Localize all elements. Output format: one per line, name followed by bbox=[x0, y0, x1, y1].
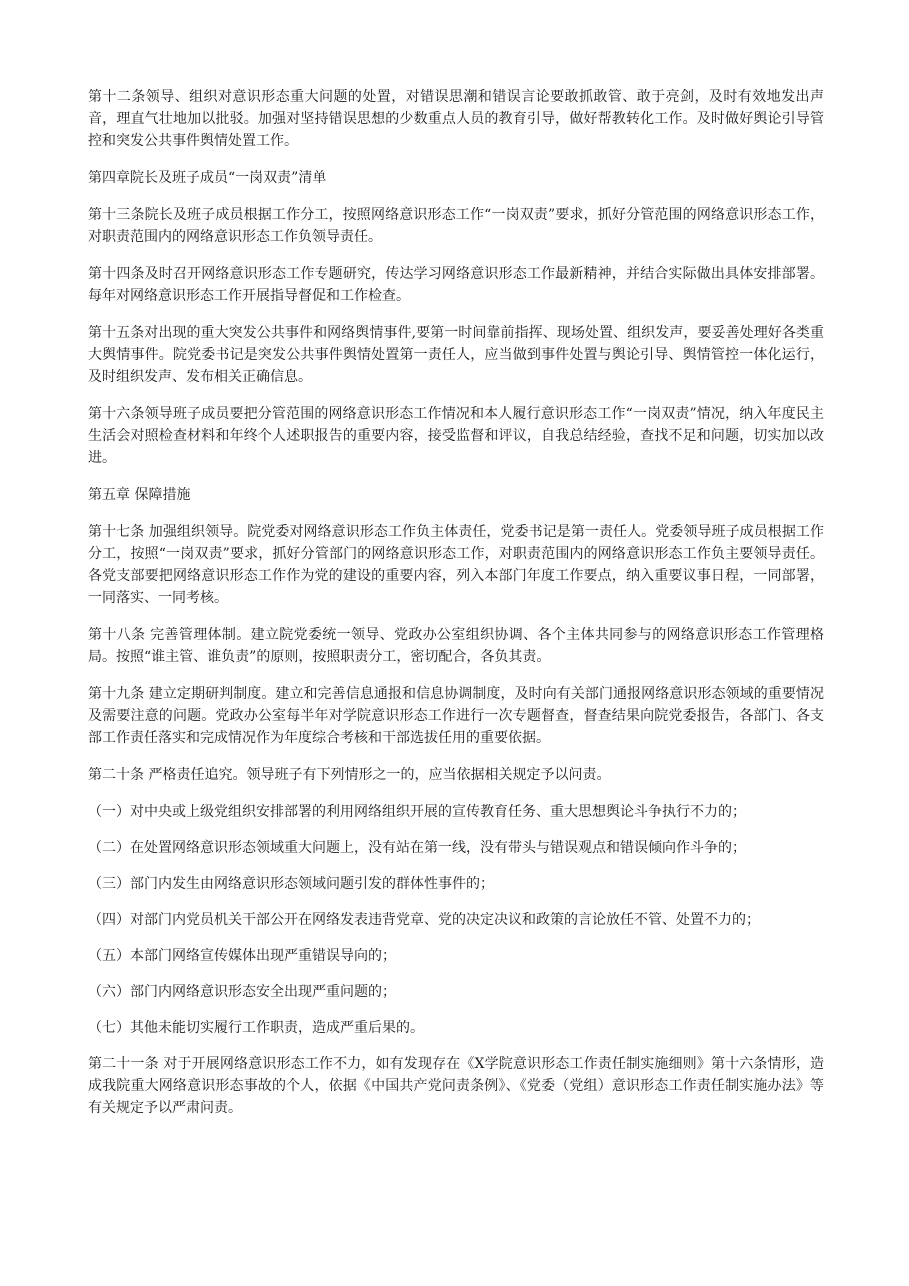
article-14: 第十四条及时召开网络意识形态工作专题研究，传达学习网络意识形态工作最新精神，并结合实际做出具体安排部署。每年对网络意识形态工作开展指导督促和工作检查。 bbox=[88, 266, 824, 304]
chapter-4-heading: 第四章院长及班子成员“一岗双责”清单 bbox=[88, 170, 327, 186]
article-13: 第十三条院长及班子成员根据工作分工，按照网络意识形态工作“一岗双责”要求，抓好分管范围的网络意识形态工作，对职责范围内的网络意识形态工作负领导责任。 bbox=[88, 207, 824, 245]
article-16: 第十六条领导班子成员要把分管范围的网络意识形态工作情况和本人履行意识形态工作“一岗双责”情况，纳入年度民主生活会对照检查材料和年终个人述职报告的重要内容，接受监督和评议，自我总结经验，查找不足和问题，切实加以改进。 bbox=[88, 406, 824, 466]
list-item: （四）对部门内党员机关干部公开在网络发表违背党章、党的决定决议和政策的言论放任不管、处置不力的； bbox=[88, 912, 760, 928]
article-19: 第十九条 建立定期研判制度。建立和完善信息通报和信息协调制度，及时向有关部门通报网络意识形态领域的重要情况及需要注意的问题。党政办公室每半年对学院意识形态工作进行一次专题督查，督查结果向院党委报告，各部门、各支部工作责任落实和完成情况作为年度综合考核和干部选拔任用的重要依据。 bbox=[88, 686, 824, 746]
list-item: （三）部门内发生由网络意识形态领域问题引发的群体性事件的； bbox=[88, 876, 494, 892]
list-item: （五）本部门网络宣传媒体出现严重错误导向的； bbox=[88, 948, 396, 964]
article-18: 第十八条 完善管理体制。建立院党委统一领导、党政办公室组织协调、各个主体共同参与的网络意识形态工作管理格局。按照“谁主管、谁负责”的原则，按照职责分工，密切配合，各负其责。 bbox=[88, 627, 824, 665]
article-15: 第十五条对出现的重大突发公共事件和网络舆情事件,要第一时间靠前指挥、现场处置、组织发声，要妥善处理好各类重大舆情事件。院党委书记是突发公共事件舆情处置第一责任人，应当做到事件处置与舆论引导、舆情管控一体化运行，及时组织发声、发布相关正确信息。 bbox=[88, 325, 824, 385]
list-item: （七）其他未能切实履行工作职责，造成严重后果的。 bbox=[88, 1020, 424, 1036]
article-21: 第二十一条 对于开展网络意识形态工作不力，如有发现存在《X学院意识形态工作责任制实施细则》第十六条情形，造成我院重大网络意识形态事故的个人，依据《中国共产党问责条例》、《党委（党组）意识形态工作责任制实施办法》等有关规定予以严肃问责。 bbox=[88, 1056, 824, 1116]
document-body bbox=[88, 86, 824, 1134]
list-item: （二）在处置网络意识形态领域重大问题上，没有站在第一线，没有带头与错误观点和错误倾向作斗争的； bbox=[88, 840, 746, 856]
article-20: 第二十条 严格责任追究。领导班子有下列情形之一的，应当依据相关规定予以问责。 bbox=[88, 767, 611, 783]
chapter-5-heading: 第五章 保障措施 bbox=[88, 487, 191, 503]
list-item: （六）部门内网络意识形态安全出现严重问题的； bbox=[88, 984, 396, 1000]
article-17: 第十七条 加强组织领导。院党委对网络意识形态工作负主体责任，党委书记是第一责任人。党委领导班子成员根据工作分工，按照“一岗双责”要求，抓好分管部门的网络意识形态工作，对职责范围内的网络意识形态工作负主要领导责任。各党支部要把网络意识形态工作作为党的建设的重要内容，列入本部门年度工作要点，纳入重要议事日程，一同部署，一同落实、一同考核。 bbox=[88, 524, 824, 606]
article-12: 第十二条领导、组织对意识形态重大问题的处置，对错误思潮和错误言论要敢抓敢管、敢于亮剑，及时有效地发出声音，理直气壮地加以批驳。加强对坚持错误思想的少数重点人员的教育引导，做好帮教转化工作。及时做好舆论引导管控和突发公共事件舆情处置工作。 bbox=[88, 89, 824, 149]
list-item: （一）对中央或上级党组织安排部署的利用网络组织开展的宣传教育任务、重大思想舆论斗争执行不力的； bbox=[88, 804, 746, 820]
